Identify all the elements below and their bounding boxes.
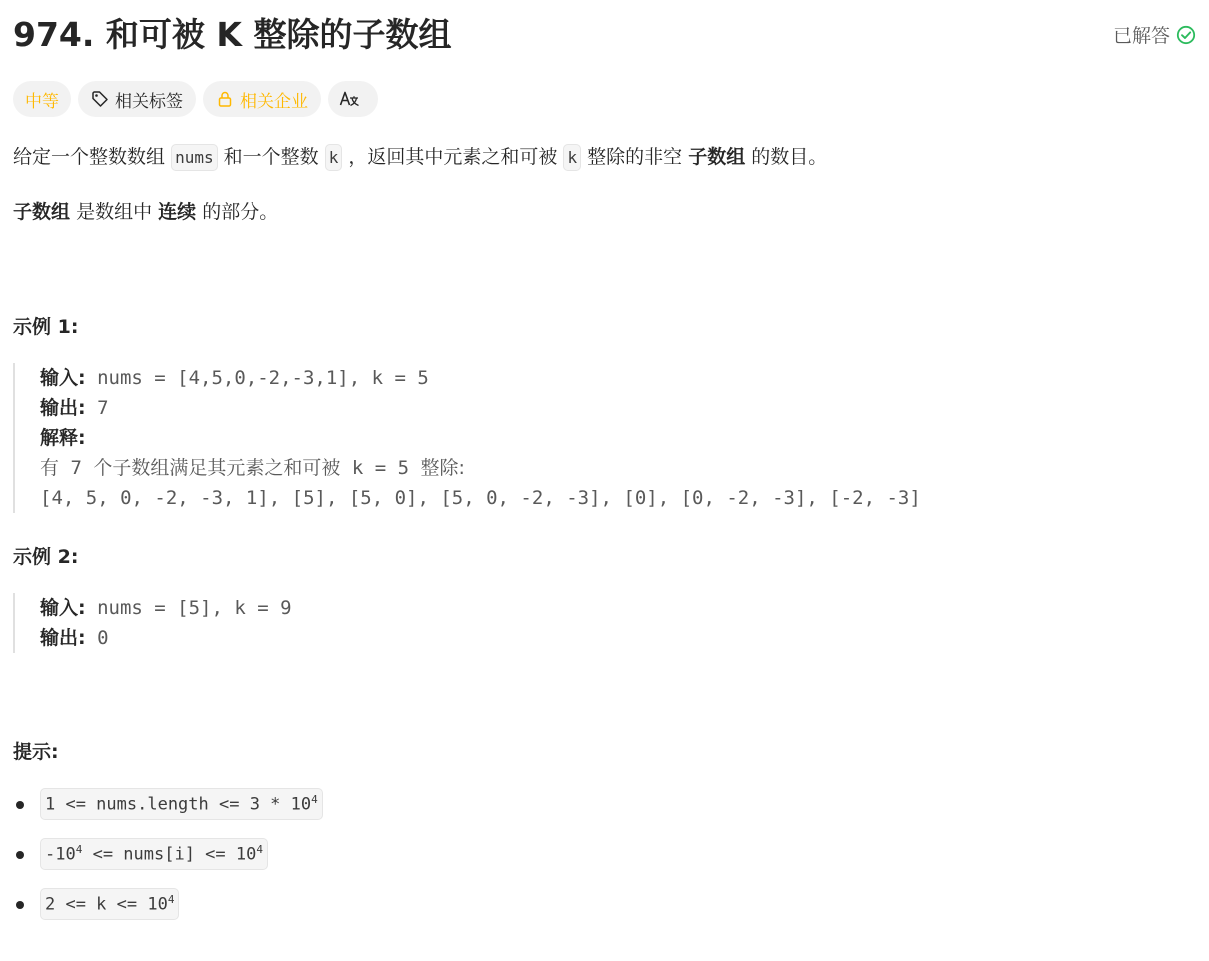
- problem-title: 974. 和可被 K 整除的子数组: [13, 15, 452, 54]
- inline-code: k: [563, 144, 581, 171]
- translate-button[interactable]: [328, 81, 378, 117]
- text: <= nums[i] <= 10: [82, 844, 257, 865]
- bullet: [16, 901, 24, 909]
- superscript: 4: [75, 843, 83, 856]
- related-tags-button[interactable]: [78, 81, 196, 117]
- text: -10: [45, 844, 76, 865]
- superscript: 4: [256, 843, 263, 856]
- description-paragraph: [13, 142, 827, 173]
- bullet: [16, 851, 24, 859]
- example-2-block: [13, 593, 292, 653]
- difficulty-badge: [13, 81, 71, 117]
- text: ，返回其中元素之和可被: [348, 146, 558, 168]
- problem-header: [13, 12, 1196, 58]
- related-companies-label: 相关企业: [240, 91, 308, 112]
- text: 2 <= k <= 10: [45, 894, 168, 915]
- related-companies-button[interactable]: [203, 81, 321, 117]
- solved-status: [1113, 21, 1196, 48]
- output-label: 输出:: [40, 627, 86, 649]
- output-value: 0: [97, 627, 109, 649]
- difficulty-label: 中等: [25, 91, 59, 112]
- input-value: nums = [4,5,0,-2,-3,1], k = 5: [97, 367, 429, 389]
- bullet: [16, 801, 24, 809]
- text: 整除:: [420, 457, 465, 479]
- inline-code: k: [325, 144, 343, 171]
- example-1-block: [13, 363, 921, 513]
- example-2-heading: 示例 2:: [13, 546, 79, 568]
- output-label: 输出:: [40, 397, 86, 419]
- explanation-subarrays: [4, 5, 0, -2, -3, 1], [5], [5, 0], [5, 0, -2, -3], [0], [0, -2, -3], [-2, -3]: [40, 487, 921, 509]
- bold-text: 连续: [158, 201, 197, 223]
- check-circle-icon: [1176, 25, 1196, 45]
- inline-code: nums: [171, 144, 218, 171]
- text: 的部分。: [202, 201, 279, 223]
- tag-row: [13, 81, 378, 117]
- text: 7: [70, 457, 82, 479]
- text: 整除的非空: [587, 146, 683, 168]
- text: k = 5: [351, 457, 410, 479]
- text: 有: [40, 457, 60, 479]
- lock-icon: [216, 90, 240, 108]
- output-value: 7: [97, 397, 109, 419]
- text: 是数组中: [76, 201, 153, 223]
- input-label: 输入:: [40, 367, 86, 389]
- explanation-label: 解释:: [40, 427, 86, 449]
- text: 和一个整数: [223, 146, 319, 168]
- translate-icon: [339, 89, 367, 109]
- superscript: 4: [167, 893, 175, 906]
- list-item: [13, 838, 323, 888]
- bold-text: 子数组: [13, 201, 71, 223]
- constraints-heading: 提示:: [13, 741, 59, 763]
- bold-text: 子数组: [688, 146, 746, 168]
- input-value: nums = [5], k = 9: [97, 597, 292, 619]
- subarray-definition: [13, 197, 278, 227]
- solved-status-label: 已解答: [1112, 25, 1170, 47]
- example-1-heading: 示例 1:: [13, 316, 79, 338]
- related-tags-label: 相关标签: [115, 91, 183, 112]
- constraints-list: [13, 788, 323, 938]
- text: 的数目。: [751, 146, 828, 168]
- input-label: 输入:: [40, 597, 86, 619]
- list-item: [13, 888, 323, 938]
- superscript: 4: [311, 793, 318, 806]
- text: 1 <= nums.length <= 3 * 10: [45, 794, 312, 815]
- text: 给定一个整数数组: [13, 146, 166, 168]
- constraint-code: [40, 888, 179, 920]
- constraint-code: [40, 788, 323, 820]
- tag-icon: [91, 90, 115, 108]
- text: 个子数组满足其元素之和可被: [93, 457, 341, 479]
- list-item: [13, 788, 323, 838]
- constraint-code: [40, 838, 268, 870]
